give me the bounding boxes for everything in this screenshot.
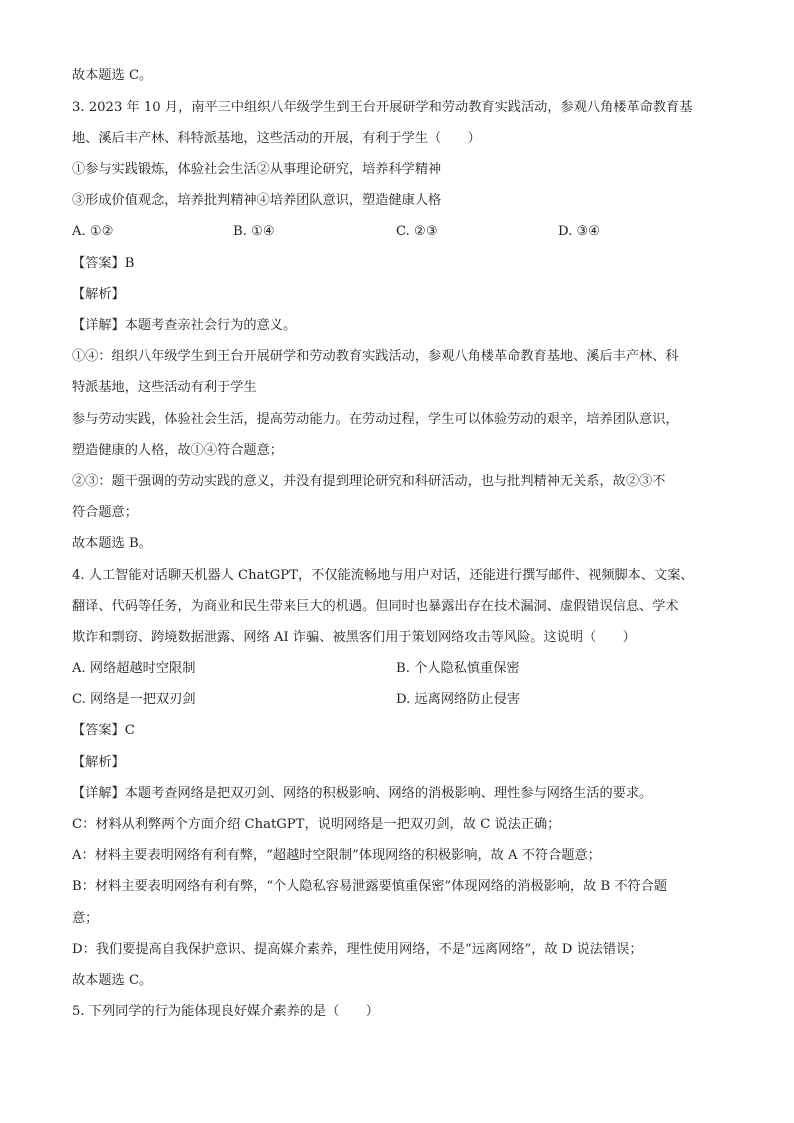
q4-stem-line-3: 欺诈和剽窃、跨境数据泄露、网络 AI 诈骗、被黑客们用于策划网络攻击等风险。这说明（ ） [72, 630, 636, 645]
q3-explanation-2-line-1: ②③：题干强调的劳动实践的意义，并没有提到理论研究和科研活动，也与批判精神无关系，故②③不 [72, 474, 666, 489]
q4-option-c: C. 网络是一把双刃剑 [72, 692, 196, 707]
q3-conclusion: 故本题选 B。 [72, 536, 152, 551]
q4-explanation-d: D：我们要提高自我保护意识、提高媒介素养，理性使用网络，不是“远离网络”，故 D 说法错误； [72, 942, 643, 957]
q3-option-a: A. ①② [72, 224, 114, 239]
q4-explanation-b-line-1: B：材料主要表明网络有利有弊，“个人隐私容易泄露要慎重保密”体现网络的消极影响，故 B 不符合题 [72, 879, 668, 894]
q4-answer: 【答案】C [72, 723, 135, 738]
q4-explanation-a: A：材料主要表明网络有利有弊，“超越时空限制”体现网络的积极影响，故 A 不符合题意； [72, 848, 601, 863]
q3-detail: 【详解】本题考查亲社会行为的意义。 [72, 318, 297, 333]
q3-explanation-1-line-2: 特派基地，这些活动有利于学生 [72, 380, 257, 395]
q4-option-b: B. 个人隐私慎重保密 [396, 661, 520, 676]
q4-conclusion: 故本题选 C。 [72, 973, 153, 988]
q3-stem-line-2: 地、溪后丰产林、科特派基地，这些活动的开展，有利于学生（ ） [72, 131, 481, 146]
q3-explanation-1-line-4: 塑造健康的人格，故①④符合题意； [72, 443, 283, 458]
q4-detail: 【详解】本题考查网络是把双刃剑、网络的积极影响、网络的消极影响、理性参与网络生活的要求。 [72, 786, 653, 801]
q4-stem-line-2: 翻译、代码等任务，为商业和民生带来巨大的机遇。但同时也暴露出存在技术漏洞、虚假错误信息、学术 [72, 599, 679, 614]
q3-explanation-1-line-1: ①④：组织八年级学生到王台开展研学和劳动教育实践活动，参观八角楼革命教育基地、溪后丰产林、科 [72, 349, 679, 364]
q3-option-b: B. ①④ [233, 224, 275, 239]
q4-stem-line-1: 4. 人工智能对话聊天机器人 ChatGPT，不仅能流畅地与用户对话，还能进行撰写邮件、视频脚本、文案、 [72, 568, 694, 583]
q3-answer: 【答案】B [72, 256, 135, 271]
q3-stem-line-1: 3. 2023 年 10 月，南平三中组织八年级学生到王台开展研学和劳动教育实践活动，参观八角楼革命教育基 [72, 100, 693, 115]
q5-stem-line-1: 5. 下列同学的行为能体现良好媒介素养的是（ ） [72, 1004, 379, 1019]
q3-analysis-label: 【解析】 [72, 287, 125, 302]
q3-explanation-1-line-3: 参与劳动实践，体验社会生活，提高劳动能力。在劳动过程，学生可以体验劳动的艰辛，培养团队意识， [72, 412, 679, 427]
q4-explanation-b-line-2: 意； [72, 911, 99, 926]
q3-option-c: C. ②③ [396, 224, 438, 239]
q3-item-line-1: ①参与实践锻炼，体验社会生活②从事理论研究，培养科学精神 [72, 162, 442, 177]
q3-option-d: D. ③④ [558, 224, 601, 239]
q3-item-line-2: ③形成价值观念，培养批判精神④培养团队意识，塑造健康人格 [72, 193, 442, 208]
q4-explanation-c: C：材料从利弊两个方面介绍 ChatGPT，说明网络是一把双刃剑，故 C 说法正确； [72, 817, 561, 832]
q4-option-d: D. 远离网络防止侵害 [396, 692, 520, 707]
q3-explanation-2-line-2: 符合题意； [72, 505, 138, 520]
q4-option-a: A. 网络超越时空限制 [72, 661, 196, 676]
q2-conclusion: 故本题选 C。 [72, 68, 153, 83]
q4-analysis-label: 【解析】 [72, 755, 125, 770]
